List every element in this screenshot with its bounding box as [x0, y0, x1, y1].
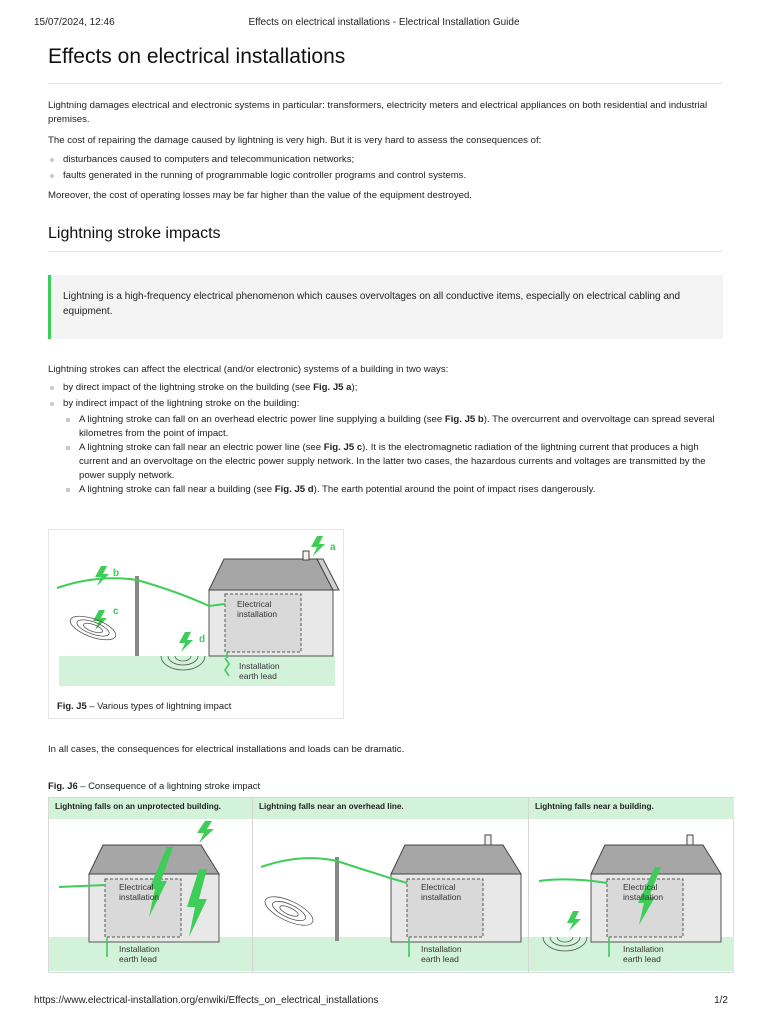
print-timestamp: 15/07/2024, 12:46	[34, 17, 115, 28]
fig-ref-link[interactable]: Fig. J5 c	[323, 442, 363, 453]
panel-diagram	[529, 819, 734, 973]
panel-diagram	[253, 819, 528, 973]
label-d: d	[199, 634, 206, 645]
ways-intro: Lightning strokes can affect the electrical (and/or electronic) systems of a building in two ways:	[48, 364, 449, 375]
installation-label-2: installation	[421, 892, 462, 902]
label-b: b	[113, 568, 120, 579]
column-header: Lightning falls near an overhead line.	[253, 798, 528, 819]
lightning-bolt-a	[311, 536, 325, 556]
page-number: 1/2	[714, 995, 728, 1006]
label-a: a	[330, 542, 336, 553]
ways-list	[48, 381, 723, 497]
caption-ref: Fig. J5	[57, 700, 87, 711]
installation-label-2: installation	[119, 892, 160, 902]
text: by indirect impact of the lightning stroke on the building:	[63, 398, 300, 409]
installation-label-2: installation	[623, 892, 664, 902]
caption-text: – Consequence of a lightning stroke impact	[77, 780, 261, 791]
indirect-sublist	[63, 413, 723, 497]
sub-list-item	[63, 413, 723, 441]
earth-label-2: earth lead	[421, 954, 459, 964]
intro-paragraph-1: Lightning damages electrical and electronic systems in particular: transformers, electricity meters and electrical appliances on both residential and industrial premises.	[48, 100, 708, 125]
callout-text: Lightning is a high-frequency electrical phenomenon which causes overvoltages on all conductive items, especially on electrical cabling and equipment.	[63, 291, 681, 317]
earth-label-1: Installation	[421, 944, 462, 954]
figure-caption	[57, 700, 231, 711]
list-item: disturbances caused to computers and telecommunication networks;	[48, 153, 723, 167]
utility-pole	[135, 576, 139, 656]
fig-ref-link[interactable]: Fig. J5 a	[313, 382, 352, 393]
column-header: Lightning falls near a building.	[529, 798, 734, 819]
sub-list-item	[63, 483, 723, 497]
installation-label-1: Electrical	[237, 599, 272, 609]
text: A lightning stroke can fall near an electric power line (see	[79, 442, 324, 453]
list-item-indirect	[48, 397, 723, 497]
figure-j6-caption	[48, 780, 260, 791]
intro-paragraph-2: The cost of repairing the damage caused by lightning is very high. But it is very hard to assess the consequences of:	[48, 135, 542, 146]
earth-label-2: earth lead	[119, 954, 157, 964]
print-page-title: Effects on electrical installations - Electrical Installation Guide	[248, 17, 520, 28]
print-footer	[34, 995, 734, 1009]
lightning-bolt	[567, 911, 581, 931]
chimney	[303, 551, 309, 560]
figure-j5	[48, 529, 344, 719]
caption-text: – Various types of lightning impact	[86, 700, 232, 711]
article-content	[48, 42, 723, 499]
text: );	[351, 382, 358, 393]
page-url: https://www.electrical-installation.org/enwiki/Effects_on_electrical_installations	[34, 995, 379, 1006]
lightning-impact-diagram	[49, 530, 343, 690]
caption-ref: Fig. J6	[48, 780, 78, 791]
text: ). It is the electromagnetic radiation of the lightning current that produces a high current and an overvoltage on the electric power supply network. In the latter two cases, the hazardous currents and voltages are transmitted by the power supply network.	[79, 442, 706, 481]
consequences-list	[48, 153, 723, 183]
ground	[59, 656, 335, 686]
power-line	[261, 858, 407, 883]
earth-label-2: earth lead	[623, 954, 661, 964]
radiation-rings	[261, 891, 317, 931]
panel-near-building	[529, 819, 734, 973]
text: A lightning stroke can fall near a building (see	[79, 484, 275, 495]
installation-label-1: Electrical	[421, 882, 456, 892]
sub-list-item	[63, 441, 723, 483]
installation-label-1: Electrical	[623, 882, 658, 892]
page-title: Effects on electrical installations	[48, 42, 723, 84]
text: by direct impact of the lightning stroke on the building (see	[63, 382, 314, 393]
utility-pole	[335, 857, 339, 941]
earth-label-1: Installation	[119, 944, 160, 954]
text: ). The earth potential around the point of impact rises dangerously.	[313, 484, 596, 495]
installation-label-2: installation	[237, 609, 278, 619]
text: ). The overcurrent and overvoltage can spread several kilometres from the point of impact.	[79, 414, 715, 439]
power-line	[57, 578, 209, 606]
lightning-bolt-d	[179, 632, 193, 652]
radiation-rings	[67, 611, 118, 644]
chimney	[485, 835, 491, 845]
lightning-bolt-b	[95, 566, 109, 586]
consequence-paragraph: In all cases, the consequences for electrical installations and loads can be dramatic.	[48, 744, 405, 755]
house-roof	[391, 845, 521, 874]
list-item: faults generated in the running of programmable logic controller programs and control systems.	[48, 169, 723, 183]
print-header	[34, 17, 734, 31]
earth-label-1: Installation	[623, 944, 664, 954]
section-heading: Lightning stroke impacts	[48, 225, 723, 252]
list-item-direct	[48, 381, 723, 395]
panel-near-overhead-line	[253, 819, 528, 973]
chimney	[687, 835, 693, 845]
panel-unprotected-building	[49, 819, 252, 973]
highlight-callout	[48, 275, 723, 339]
installation-label-1: Electrical	[119, 882, 154, 892]
intro-paragraph-3: Moreover, the cost of operating losses may be far higher than the value of the equipment destroyed.	[48, 190, 472, 201]
panel-diagram	[49, 819, 252, 973]
column-header: Lightning falls on an unprotected building.	[49, 798, 252, 819]
figure-j6	[48, 797, 734, 973]
label-c: c	[113, 606, 119, 617]
earth-label-2: earth lead	[239, 671, 277, 681]
fig-ref-link[interactable]: Fig. J5 d	[274, 484, 314, 495]
earth-label-1: Installation	[239, 661, 280, 671]
house-roof	[209, 559, 333, 590]
lightning-bolt	[197, 821, 214, 843]
fig-ref-link[interactable]: Fig. J5 b	[444, 414, 484, 425]
text: A lightning stroke can fall on an overhead electric power line supplying a building (see	[79, 414, 445, 425]
